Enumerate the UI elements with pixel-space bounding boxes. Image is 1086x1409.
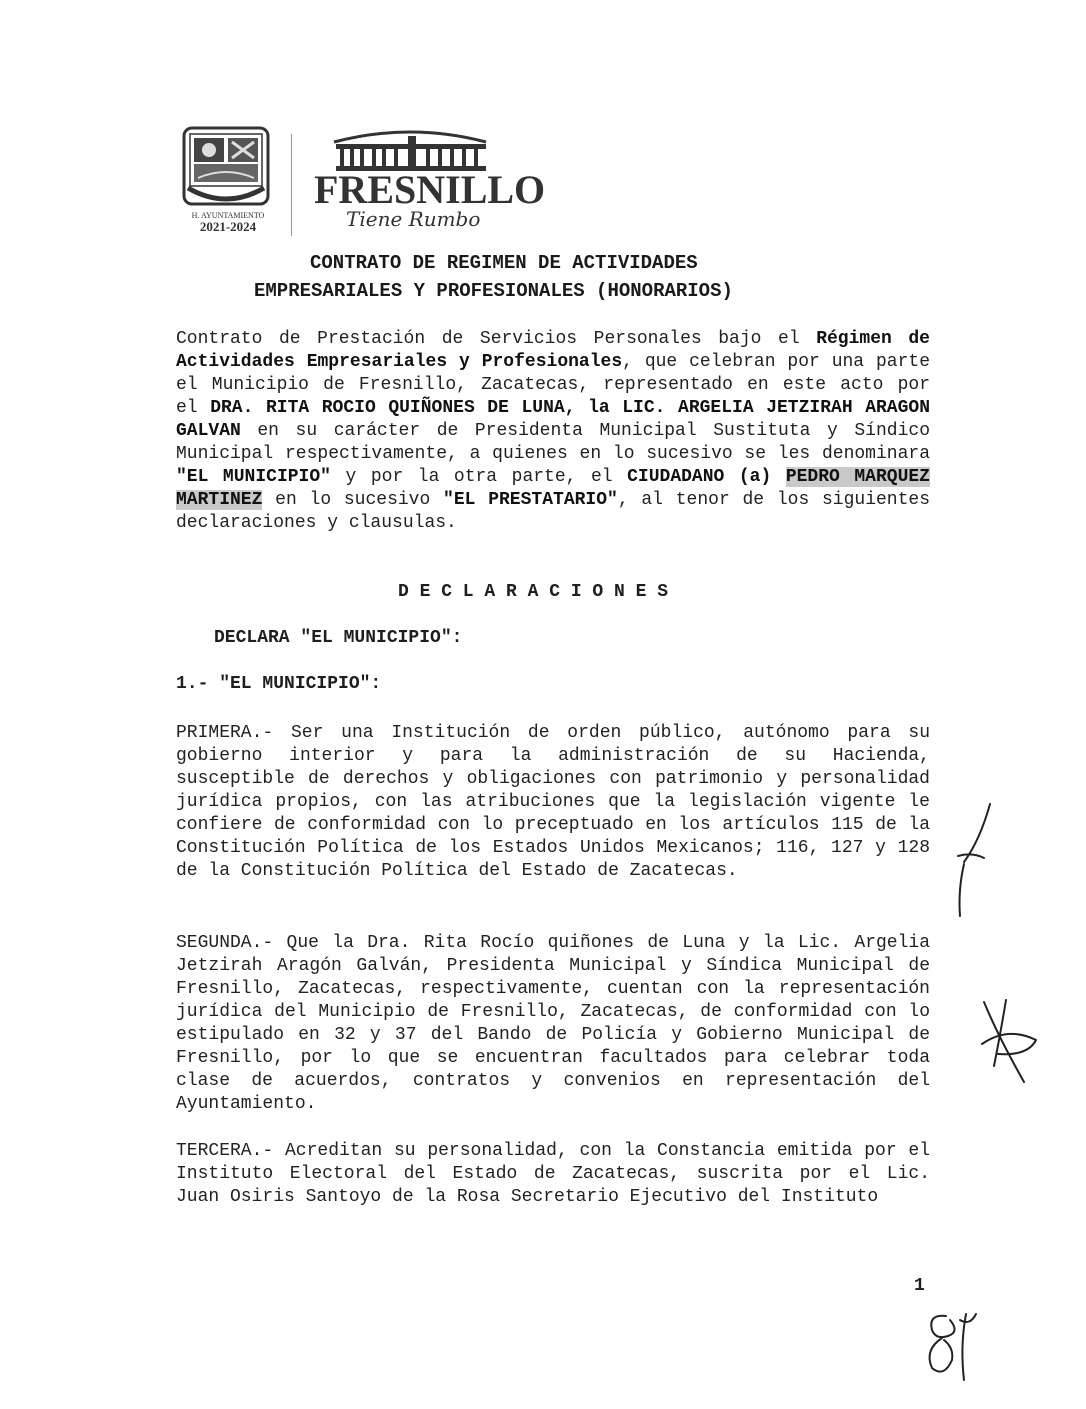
signature-mark-icon [950,800,1000,920]
intro-bold-ciudadano: CIUDADANO (a) [627,467,772,487]
prestatario-name: PEDRO MARQUEZ MARTINEZ [176,467,930,510]
brand-tagline: Tiene Rumbo [346,207,481,231]
brand-name: FRESNILLO [314,167,546,212]
intro-bold-representatives: DRA. RITA ROCIO QUIÑONES DE LUNA, la LIC. ARGELIA JETZIRAH ARAGON GALVAN [176,398,931,441]
header-divider [291,134,292,236]
signature-mark-icon [978,996,1042,1086]
intro-text: , al tenor de los siguientes declaraciones y clausulas. [176,490,931,533]
intro-bold-prestatario: "EL PRESTATARIO" [443,490,618,510]
intro-paragraph [176,328,930,535]
municipal-seal-icon [178,126,274,208]
clause-tercera: TERCERA.- Acreditan su personalidad, con la Constancia emitida por el Instituto Electoral del Estado de Zacatecas, suscrita por el Lic. Juan Osiris Santoyo de la Rosa Secretario Ejecutivo del Instituto [176,1141,930,1207]
clause-primera: PRIMERA.- Ser una Institución de orden público, autónomo para su gobierno interior y para la administración de su Hacienda, susceptible de derechos y obligaciones con patrimonio y personalidad jurídica propios, con las atribuciones que la legislación vigente le confiere de conformidad con lo preceptuado en los artículos 115 de la Constitución Política de los Estados Unidos Mexicanos; 116, 127 y 128 de la Constitución Política del Estado de Zacatecas. [176,723,930,881]
contract-title-line2: EMPRESARIALES Y PROFESIONALES (HONORARIOS) [254,280,733,302]
item-1-heading: 1.- "EL MUNICIPIO": [176,674,382,694]
intro-bold-municipio: "EL MUNICIPIO" [176,467,331,487]
page-number: 1 [914,1276,925,1296]
intro-text: en su carácter de Presidenta Municipal Sustituta y Síndico Municipal respectivamente, a quienes en lo sucesivo se les denominara [176,421,930,464]
ayuntamiento-years: 2021-2024 [199,219,257,234]
intro-text: en lo sucesivo [262,490,444,510]
intro-text: y por la otra parte, el [330,467,628,487]
contract-title-line1: CONTRATO DE REGIMEN DE ACTIVIDADES [310,252,698,274]
ayuntamiento-label: H. AYUNTAMIENTO [191,211,265,220]
intro-text: , que celebran por una parte el Municipio de Fresnillo, Zacatecas, representado en este acto por el [176,352,930,418]
handwritten-folio [920,1306,990,1384]
clause-segunda: SEGUNDA.- Que la Dra. Rita Rocío quiñones de Luna y la Lic. Argelia Jetzirah Aragón Galván, Presidenta Municipal y Síndica Municipal de Fresnillo, Zacatecas, respectivamente, cuentan con la representación jurídica del Municipio de Fresnillo, Zacatecas, de conformidad con lo estipulado en 32 y 37 del Bando de Policía y Gobierno Municipal de Fresnillo, por lo que se encuentran facultados para celebrar toda clase de acuerdos, contratos y convenios en representación del Ayuntamiento. [176,933,930,1114]
declarations-heading: DECLARACIONES [398,582,679,602]
intro-text [771,467,786,487]
intro-text: Contrato de Prestación de Servicios Personales bajo el [176,329,817,349]
declara-municipio-heading: DECLARA "EL MUNICIPIO": [214,628,463,648]
intro-bold-regime: Régimen de Actividades Empresariales y Profesionales [176,329,930,372]
fresnillo-building-icon [332,128,488,172]
